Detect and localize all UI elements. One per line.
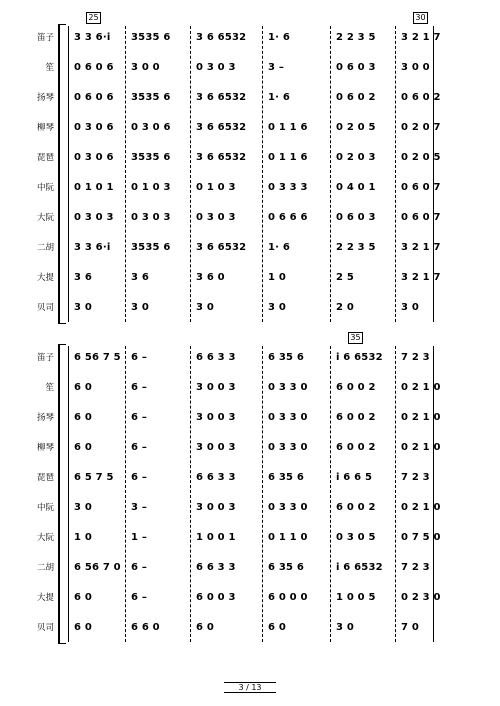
staff-row bbox=[0, 88, 500, 108]
measure-notes: 6 5 7 5 bbox=[74, 472, 114, 483]
measure-notes: 3 2 1 7 bbox=[401, 242, 441, 253]
staff-row bbox=[0, 28, 500, 48]
measure-notes: 3535 6 bbox=[131, 92, 171, 103]
staff-row bbox=[0, 438, 500, 458]
measure-notes: 3 0 bbox=[74, 302, 92, 313]
staff-row bbox=[0, 118, 500, 138]
measure-notes: 6 0 bbox=[74, 382, 92, 393]
staff-row bbox=[0, 618, 500, 638]
staff-row bbox=[0, 468, 500, 488]
instrument-label: 中阮 bbox=[36, 503, 54, 513]
measure-notes: 7 2 3 bbox=[401, 472, 430, 483]
instrument-label: 二胡 bbox=[36, 243, 54, 253]
staff-row bbox=[0, 298, 500, 318]
measure-notes: 3535 6 bbox=[131, 242, 171, 253]
page-footer bbox=[0, 683, 500, 692]
page-number: 3 / 13 bbox=[224, 682, 275, 693]
measure-notes: 0 3 0 3 bbox=[196, 212, 236, 223]
measure-notes: 0 2 3 0 bbox=[401, 592, 441, 603]
measure-notes: 6 – bbox=[131, 352, 148, 363]
measure-notes: 3 0 0 3 bbox=[196, 412, 236, 423]
measure-notes: i 6 6 5 bbox=[336, 472, 373, 483]
measure-notes: 3 2 1 7 bbox=[401, 32, 441, 43]
measure-notes: 6 0 0 2 bbox=[336, 412, 376, 423]
measure-notes: 6 56 7 5 bbox=[74, 352, 121, 363]
measure-number: 30 bbox=[413, 12, 428, 24]
measure-notes: 0 3 0 3 bbox=[74, 212, 114, 223]
measure-notes: 0 6 0 7 bbox=[401, 182, 441, 193]
score-system-1 bbox=[0, 13, 500, 324]
measure-notes: 6 – bbox=[131, 562, 148, 573]
measure-notes: 0 2 1 0 bbox=[401, 412, 441, 423]
staff-row bbox=[0, 558, 500, 578]
measure-notes: 0 6 0 6 bbox=[74, 62, 114, 73]
measure-notes: 0 3 3 0 bbox=[268, 412, 308, 423]
measure-notes: 3 0 0 3 bbox=[196, 502, 236, 513]
measure-notes: 3 0 bbox=[401, 302, 419, 313]
measure-number: 25 bbox=[86, 12, 101, 24]
measure-notes: 1 0 0 1 bbox=[196, 532, 236, 543]
measure-notes: 6 0 bbox=[74, 442, 92, 453]
measure-notes: 3 0 bbox=[131, 302, 149, 313]
staff-row bbox=[0, 178, 500, 198]
instrument-label: 柳琴 bbox=[36, 443, 54, 453]
measure-notes: 6 0 bbox=[74, 622, 92, 633]
instrument-label: 扬琴 bbox=[36, 413, 54, 423]
measure-notes: 3 3 6·i bbox=[74, 242, 111, 253]
measure-notes: 6 – bbox=[131, 442, 148, 453]
measure-notes: 6 0 bbox=[74, 592, 92, 603]
measure-notes: 3 0 0 3 bbox=[196, 442, 236, 453]
measure-notes: 0 6 6 6 bbox=[268, 212, 308, 223]
measure-notes: 0 1 0 1 bbox=[74, 182, 114, 193]
measure-notes: 0 3 0 6 bbox=[74, 152, 114, 163]
staff-row bbox=[0, 408, 500, 428]
measure-notes: 0 1 1 6 bbox=[268, 152, 308, 163]
instrument-label: 大阮 bbox=[36, 533, 54, 543]
measure-notes: 0 3 0 6 bbox=[131, 122, 171, 133]
instrument-label: 大阮 bbox=[36, 213, 54, 223]
measure-notes: 3 6 6532 bbox=[196, 242, 247, 253]
measure-number: 35 bbox=[348, 332, 363, 344]
measure-notes: 0 3 3 0 bbox=[268, 502, 308, 513]
measure-notes: 3 0 bbox=[196, 302, 214, 313]
measure-notes: 6 0 0 2 bbox=[336, 442, 376, 453]
instrument-label: 贝司 bbox=[36, 303, 54, 313]
instrument-label: 琵琶 bbox=[36, 153, 54, 163]
staff-row bbox=[0, 58, 500, 78]
measure-notes: 3 0 bbox=[268, 302, 286, 313]
measure-notes: 3 0 0 bbox=[401, 62, 430, 73]
measure-notes: 6 0 0 2 bbox=[336, 502, 376, 513]
measure-notes: 3 0 0 bbox=[131, 62, 160, 73]
measure-notes: 6 0 bbox=[74, 412, 92, 423]
measure-notes: 7 0 bbox=[401, 622, 419, 633]
measure-notes: 0 3 3 3 bbox=[268, 182, 308, 193]
measure-notes: 0 6 0 2 bbox=[401, 92, 441, 103]
measure-notes: 0 3 0 3 bbox=[131, 212, 171, 223]
measure-notes: 0 6 0 2 bbox=[336, 92, 376, 103]
instrument-label: 笙 bbox=[45, 63, 54, 73]
measure-notes: 1· 6 bbox=[268, 32, 290, 43]
measure-notes: 3 6 6532 bbox=[196, 122, 247, 133]
measure-notes: 2 2 3 5 bbox=[336, 32, 376, 43]
measure-notes: 1 – bbox=[131, 532, 148, 543]
measure-notes: 2 2 3 5 bbox=[336, 242, 376, 253]
measure-notes: 2 0 bbox=[336, 302, 354, 313]
instrument-label: 扬琴 bbox=[36, 93, 54, 103]
measure-notes: 0 6 0 3 bbox=[336, 62, 376, 73]
measure-notes: 1 0 bbox=[268, 272, 286, 283]
staff-row bbox=[0, 268, 500, 288]
measure-notes: 6 – bbox=[131, 472, 148, 483]
measure-notes: 3 0 bbox=[336, 622, 354, 633]
measure-notes: 6 0 0 3 bbox=[196, 592, 236, 603]
measure-notes: 0 6 0 7 bbox=[401, 212, 441, 223]
measure-notes: 2 5 bbox=[336, 272, 354, 283]
measure-notes: 3 – bbox=[268, 62, 285, 73]
measure-notes: 6 56 7 0 bbox=[74, 562, 121, 573]
instrument-label: 笛子 bbox=[36, 353, 54, 363]
measure-notes: 0 2 0 5 bbox=[401, 152, 441, 163]
measure-notes: 0 3 3 0 bbox=[268, 442, 308, 453]
measure-notes: 7 2 3 bbox=[401, 352, 430, 363]
measure-notes: 3 6 bbox=[74, 272, 92, 283]
measure-notes: 6 35 6 bbox=[268, 472, 304, 483]
measure-notes: 6 35 6 bbox=[268, 562, 304, 573]
staff-row bbox=[0, 498, 500, 518]
measure-notes: 1 0 0 5 bbox=[336, 592, 376, 603]
measure-notes: 0 3 3 0 bbox=[268, 382, 308, 393]
measure-notes: 3 0 0 3 bbox=[196, 382, 236, 393]
measure-notes: 6 35 6 bbox=[268, 352, 304, 363]
measure-notes: 6 – bbox=[131, 592, 148, 603]
measure-notes: 0 2 1 0 bbox=[401, 442, 441, 453]
measure-notes: 0 7 5 0 bbox=[401, 532, 441, 543]
instrument-label: 中阮 bbox=[36, 183, 54, 193]
measure-notes: 3535 6 bbox=[131, 32, 171, 43]
staff-row bbox=[0, 378, 500, 398]
score-system-2 bbox=[0, 333, 500, 644]
staff-row bbox=[0, 348, 500, 368]
measure-notes: 6 0 bbox=[196, 622, 214, 633]
measure-notes: 3 6 6532 bbox=[196, 92, 247, 103]
instrument-label: 贝司 bbox=[36, 623, 54, 633]
measure-notes: i 6 6532 bbox=[336, 352, 383, 363]
measure-notes: 0 2 0 3 bbox=[336, 152, 376, 163]
measure-notes: 3 3 6·i bbox=[74, 32, 111, 43]
measure-notes: 0 3 0 5 bbox=[336, 532, 376, 543]
measure-notes: 6 0 0 2 bbox=[336, 382, 376, 393]
measure-notes: 6 – bbox=[131, 382, 148, 393]
measure-notes: 0 3 0 3 bbox=[196, 62, 236, 73]
measure-notes: 3 6 6532 bbox=[196, 32, 247, 43]
measure-notes: 6 0 0 0 bbox=[268, 592, 308, 603]
measure-notes: 0 1 1 6 bbox=[268, 122, 308, 133]
measure-notes: 0 1 0 3 bbox=[131, 182, 171, 193]
instrument-label: 笛子 bbox=[36, 33, 54, 43]
measure-notes: 3 – bbox=[131, 502, 148, 513]
staff-row bbox=[0, 208, 500, 228]
measure-notes: 0 2 1 0 bbox=[401, 382, 441, 393]
measure-notes: i 6 6532 bbox=[336, 562, 383, 573]
measure-notes: 6 6 3 3 bbox=[196, 562, 236, 573]
measure-notes: 6 6 3 3 bbox=[196, 352, 236, 363]
measure-notes: 0 6 0 3 bbox=[336, 212, 376, 223]
measure-notes: 0 1 0 3 bbox=[196, 182, 236, 193]
staff-row bbox=[0, 588, 500, 608]
measure-notes: 0 3 0 6 bbox=[74, 122, 114, 133]
measure-notes: 1· 6 bbox=[268, 92, 290, 103]
measure-notes: 6 0 bbox=[268, 622, 286, 633]
measure-notes: 3 6 6532 bbox=[196, 152, 247, 163]
measure-notes: 6 – bbox=[131, 412, 148, 423]
instrument-label: 笙 bbox=[45, 383, 54, 393]
staff-row bbox=[0, 148, 500, 168]
instrument-label: 柳琴 bbox=[36, 123, 54, 133]
measure-notes: 3 2 1 7 bbox=[401, 272, 441, 283]
measure-notes: 0 4 0 1 bbox=[336, 182, 376, 193]
measure-notes: 0 2 0 5 bbox=[336, 122, 376, 133]
instrument-label: 琵琶 bbox=[36, 473, 54, 483]
staff-row bbox=[0, 528, 500, 548]
measure-notes: 3535 6 bbox=[131, 152, 171, 163]
measure-notes: 3 6 bbox=[131, 272, 149, 283]
measure-notes: 7 2 3 bbox=[401, 562, 430, 573]
measure-notes: 0 2 1 0 bbox=[401, 502, 441, 513]
measure-notes: 6 6 3 3 bbox=[196, 472, 236, 483]
measure-notes: 3 6 0 bbox=[196, 272, 225, 283]
staff-row bbox=[0, 238, 500, 258]
measure-notes: 3 0 bbox=[74, 502, 92, 513]
measure-notes: 6 6 0 bbox=[131, 622, 160, 633]
measure-notes: 1 0 bbox=[74, 532, 92, 543]
measure-notes: 0 1 1 0 bbox=[268, 532, 308, 543]
instrument-label: 大提 bbox=[36, 593, 54, 603]
measure-notes: 0 6 0 6 bbox=[74, 92, 114, 103]
instrument-label: 二胡 bbox=[36, 563, 54, 573]
measure-notes: 1· 6 bbox=[268, 242, 290, 253]
instrument-label: 大提 bbox=[36, 273, 54, 283]
measure-notes: 0 2 0 7 bbox=[401, 122, 441, 133]
